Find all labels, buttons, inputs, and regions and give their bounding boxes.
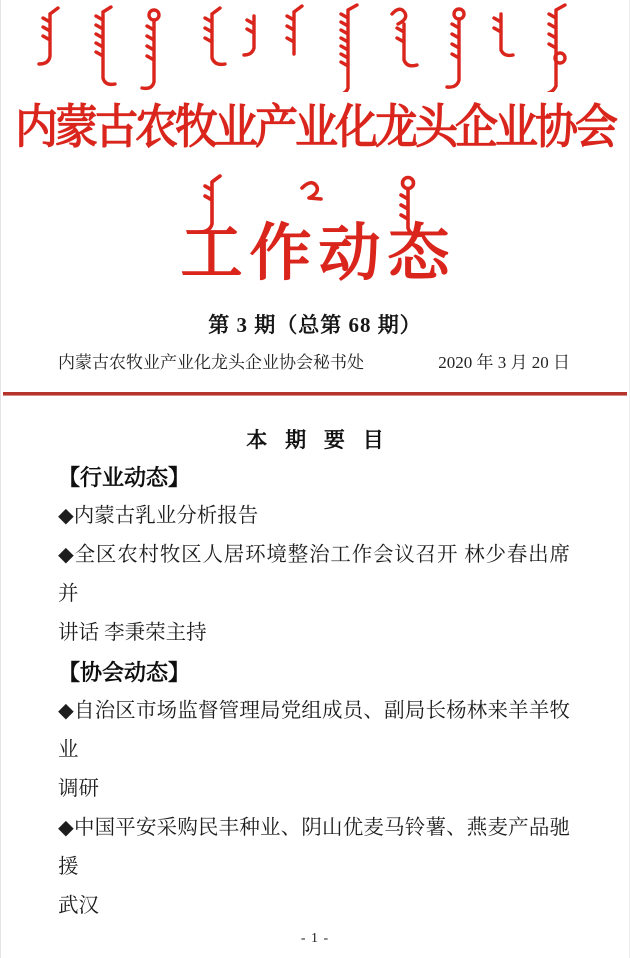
toc-list: [58, 458, 570, 926]
divider-rule: [3, 392, 627, 396]
section-header-industry: 【行业动态】: [58, 465, 191, 490]
toc-item-line: ◆内蒙古乳业分析报告: [58, 505, 259, 527]
org-title: 内蒙古农牧业产业化龙头企业协会: [15, 102, 615, 155]
toc-item-line: 讲话 李秉荣主持: [58, 622, 207, 644]
toc-item-line: ◆中国平安采购民丰种业、阴山优麦马铃薯、燕麦产品驰援: [58, 817, 570, 878]
publisher-name: 内蒙古农牧业产业化龙头企业协会秘书处: [58, 353, 364, 372]
mongolian-script-banner: [0, 0, 630, 92]
publisher-row: [58, 350, 570, 376]
toc-item-line: ◆全区农村牧区人居环境整治工作会议召开 林少春出席并: [58, 544, 570, 605]
toc-item-line: 调研: [58, 778, 99, 800]
page-number: - 1 -: [300, 931, 330, 946]
toc-title: 本 期 要 目: [246, 429, 390, 452]
toc-item-line: ◆自治区市场监督管理局党组成员、副局长杨林来羊羊牧业: [58, 700, 570, 761]
toc-item-line: 武汉: [58, 895, 99, 917]
section-header-association: 【协会动态】: [58, 660, 191, 685]
newsletter-title: 工作动态: [180, 220, 457, 288]
issue-line: 第 3 期（总第 68 期）: [208, 313, 422, 337]
issue-date: 2020 年 3 月 20 日: [438, 353, 570, 372]
